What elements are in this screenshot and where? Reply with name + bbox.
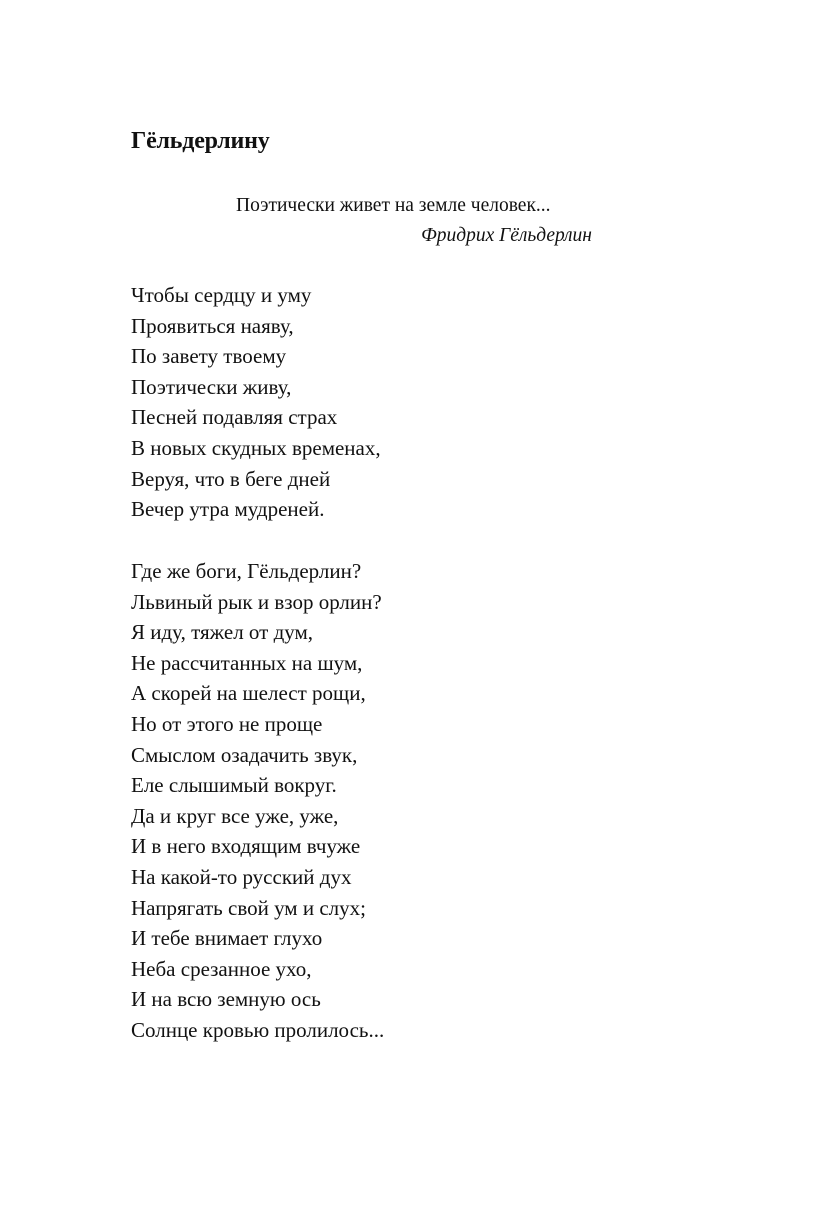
poem-line: Неба срезанное ухо, (131, 956, 312, 981)
poem-line: Да и круг все уже, уже, (131, 803, 339, 828)
poem-line: Солнце кровью пролилось... (131, 1017, 385, 1042)
poem-line: Веруя, что в беге дней (131, 466, 331, 491)
stanza-1 (131, 280, 381, 525)
poem-line: А скорей на шелест рощи, (131, 681, 366, 706)
poem-line: Где же боги, Гёльдерлин? (131, 559, 362, 583)
poem-line: Еле слышимый вокруг. (131, 773, 337, 798)
poem-line: Смыслом озадачить звук, (131, 742, 358, 767)
poem-line: Поэтически живу, (131, 374, 292, 399)
poem-line: И тебе внимает глухо (131, 926, 323, 951)
poem-line: И в него входящим вчуже (131, 834, 361, 859)
poem-line: Чтобы сердцу и уму (131, 283, 312, 307)
poem-line: Но от этого не проще (131, 711, 323, 736)
poem-line: По завету твоему (131, 344, 287, 369)
epigraph-text: Поэтически живет на земле человек... (236, 195, 551, 216)
poem-title: Гёльдерлину (131, 128, 270, 154)
epigraph (236, 191, 592, 251)
poem-line: Вечер утра мудреней. (131, 497, 325, 522)
poem-line: Песней подавляя страх (131, 405, 338, 430)
poem-line: Львиный рык и взор орлин? (131, 589, 382, 614)
poem-line: Проявиться наяву, (131, 313, 294, 338)
poem-line: На какой-то русский дух (131, 864, 352, 889)
poem-line: Я иду, тяжел от дум, (131, 620, 314, 645)
poem-line: Не рассчитанных на шум, (131, 650, 363, 675)
stanza-2 (131, 556, 384, 1046)
poem-line: Напрягать свой ум и слух; (131, 895, 366, 920)
poem-line: И на всю земную ось (131, 987, 321, 1012)
epigraph-author: Фридрих Гёльдерлин (421, 225, 592, 246)
poem-line: В новых скудных временах, (131, 435, 381, 460)
